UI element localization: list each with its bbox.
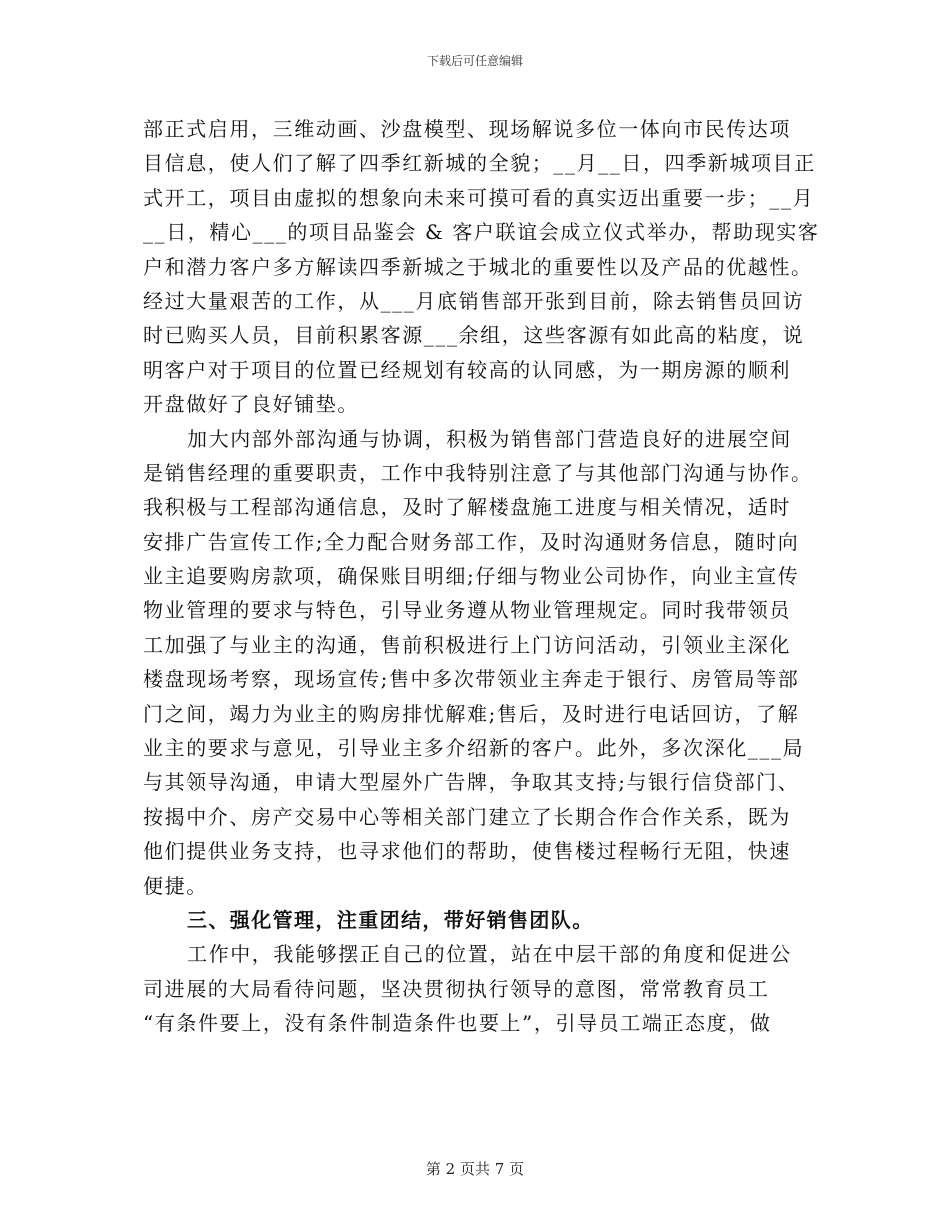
text-line: 户和潜力客户多方解读四季新城之于城北的重要性以及产品的优越性。: [143, 254, 813, 279]
text-line: 加大内部外部沟通与协调，积极为销售部门营造良好的进展空间: [187, 426, 792, 451]
text-line: 目信息，使人们了解了四季红新城的全貌；__月__日，四季新城项目正: [143, 151, 816, 176]
text-line: “有条件要上，没有条件制造条件也要上”，引导员工端正态度，做: [143, 1011, 772, 1036]
text-line: 门之间，竭力为业主的购房排忧解难;售后，及时进行电话回访，了解: [143, 701, 800, 726]
section-heading-3: [143, 903, 803, 937]
text-line: 与其领导沟通，申请大型屋外广告牌，争取其支持;与银行信贷部门、: [143, 770, 800, 795]
text-line: 物业管理的要求与特色，引导业务遵从物业管理规定。同时我带领员: [143, 598, 791, 623]
page-header-note: 下载后可任意编辑: [426, 54, 523, 68]
text-line: 安排广告宣传工作;全力配合财务部工作，及时沟通财务信息，随时向: [143, 529, 800, 554]
text-line: 时已购买人员，目前积累客源___余组，这些客源有如此高的粘度，说: [143, 323, 805, 348]
paragraph-2: [143, 422, 813, 903]
text-line: 司进展的大局看待问题，坚决贯彻执行领导的意图，常常教育员工: [143, 976, 770, 1001]
text-line: __日，精心___的项目品鉴会 & 客户联谊会成立仪式举办，帮助现实客: [143, 220, 820, 245]
text-line: 便捷。: [143, 873, 208, 898]
text-line: 部正式启用，三维动画、沙盘模型、现场解说多位一体向市民传达项: [143, 117, 791, 141]
section-heading: 三、强化管理，注重团结，带好销售团队。: [187, 907, 594, 932]
text-line: 楼盘现场考察，现场宣传;售中多次带领业主奔走于银行、房管局等部: [143, 667, 800, 692]
text-line: 开盘做好了良好铺垫。: [143, 392, 359, 417]
page-number: 第 2 页共 7 页: [425, 1160, 525, 1178]
text-line: 工加强了与业主的沟通，售前积极进行上门访问活动，引领业主深化: [143, 632, 791, 657]
text-line: 是销售经理的重要职责，工作中我特别注意了与其他部门沟通与协作。: [143, 460, 813, 485]
paragraph-1: [143, 112, 820, 422]
text-line: 明客户对于项目的位置已经规划有较高的认同感，为一期房源的顺利: [143, 357, 791, 382]
document-body: [143, 112, 820, 1041]
text-line: 经过大量艰苦的工作，从___月底销售部开张到目前，除去销售员回访: [143, 288, 805, 313]
text-line: 我积极与工程部沟通信息，及时了解楼盘施工进度与相关情况，适时: [143, 495, 791, 520]
text-line: 工作中，我能够摆正自己的位置，站在中层干部的角度和促进公: [187, 942, 792, 967]
text-line: 按揭中介、房产交易中心等相关部门建立了长期合作合作关系，既为: [143, 804, 791, 829]
text-line: 业主的要求与意见，引导业主多介绍新的客户。此外，多次深化___局: [143, 736, 805, 761]
text-line: 业主追要购房款项，确保账目明细;仔细与物业公司协作，向业主宣传: [143, 564, 800, 589]
text-line: 他们提供业务支持，也寻求他们的帮助，使售楼过程畅行无阻，快速: [143, 839, 791, 864]
text-line: 式开工，项目由虚拟的想象向未来可摸可看的真实迈出重要一步；__月: [143, 185, 815, 210]
paragraph-3: [143, 937, 803, 1040]
